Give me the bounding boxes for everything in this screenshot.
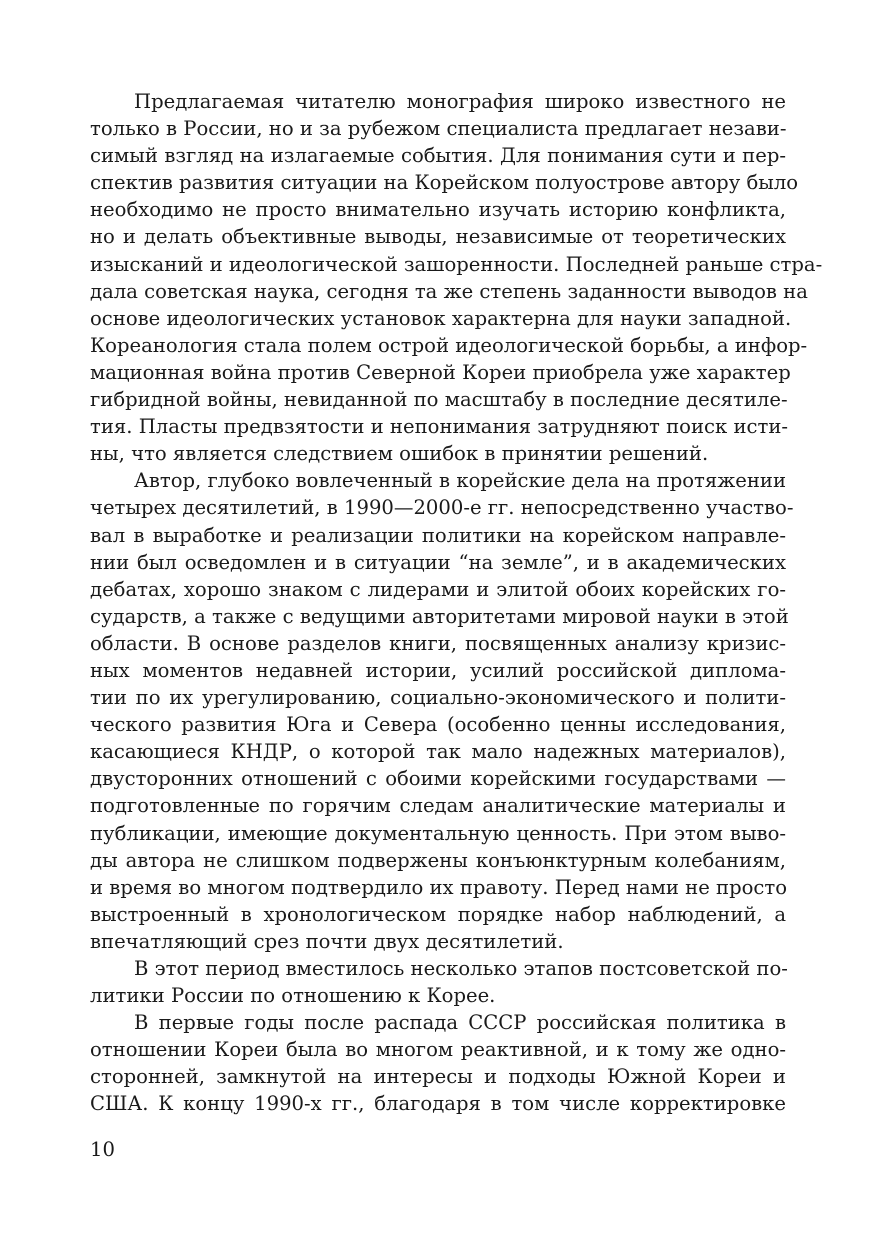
- body-text: [90, 88, 823, 1118]
- text-line: ны, что является следствием ошибок в принятии решений.: [90, 442, 709, 466]
- text-line: нии был осведомлен и в ситуации “на земле”, и в академических: [90, 550, 786, 574]
- text-line: США. К концу 1990-х гг., благодаря в том числе корректировке: [90, 1092, 786, 1116]
- text-line: дала советская наука, сегодня та же степень заданности выводов на: [90, 279, 808, 303]
- text-line: двусторонних отношений с обоими корейскими государствами —: [90, 767, 786, 791]
- text-line: касающиеся КНДР, о которой так мало надежных материалов),: [90, 740, 786, 764]
- paragraph: [90, 955, 786, 1009]
- text-line: и время во многом подтвердило их правоту. Перед нами не просто: [90, 875, 788, 899]
- paragraph: [90, 467, 794, 955]
- text-line: выстроенный в хронологическом порядке набор наблюдений, а: [90, 902, 786, 926]
- text-line: тии по их урегулированию, социально-экономического и полити-: [90, 686, 786, 710]
- text-line: Предлагаемая читателю монография широко известного не: [134, 90, 786, 113]
- text-line: необходимо не просто внимательно изучать историю конфликта,: [90, 198, 786, 222]
- text-line: публикации, имеющие документальную ценность. При этом выво-: [90, 821, 786, 845]
- text-line: впечатляющий срез почти двух десятилетий.: [90, 929, 564, 953]
- text-line: сторонней, замкнутой на интересы и подходы Южной Кореи и: [90, 1065, 786, 1089]
- text-line: изысканий и идеологической зашоренности. Последней раньше стра-: [90, 252, 823, 276]
- page-number: 10: [90, 1138, 115, 1161]
- text-line: но и делать объективные выводы, независимые от теоретических: [90, 225, 786, 249]
- text-line: симый взгляд на излагаемые события. Для понимания сути и пер-: [90, 144, 786, 168]
- text-line: ных моментов недавней истории, усилий российской диплома-: [90, 658, 786, 682]
- text-line: области. В основе разделов книги, посвященных анализу кризис-: [90, 631, 786, 655]
- text-line: ды автора не слишком подвержены конъюнктурным колебаниям,: [90, 848, 786, 872]
- text-line: спектив развития ситуации на Корейском полуострове автору было: [90, 171, 799, 195]
- text-line: В этот период вместилось несколько этапов постсоветской по-: [134, 957, 788, 980]
- text-line: отношении Кореи была во многом реактивной, и к тому же одно-: [90, 1038, 786, 1062]
- text-line: основе идеологических установок характерна для науки западной.: [90, 306, 792, 330]
- text-line: вал в выработке и реализации политики на корейском направле-: [90, 523, 786, 547]
- text-line: ческого развития Юга и Севера (особенно ценны исследования,: [90, 713, 786, 737]
- text-line: подготовленные по горячим следам аналитические материалы и: [90, 794, 786, 818]
- text-line: Автор, глубоко вовлеченный в корейские дела на протяжении: [134, 469, 787, 493]
- paragraph: [90, 1009, 786, 1117]
- text-line: дебатах, хорошо знаком с лидерами и элитой обоих корейских го-: [90, 577, 786, 601]
- text-line: четырех десятилетий, в 1990—2000-е гг. непосредственно участво-: [90, 496, 794, 520]
- text-line: В первые годы после распада СССР российская политика в: [134, 1011, 786, 1035]
- text-line: Кореанология стала полем острой идеологической борьбы, а инфор-: [90, 333, 808, 357]
- text-line: литики России по отношению к Корее.: [90, 984, 496, 1008]
- text-line: сударств, а также с ведущими авторитетами мировой науки в этой: [90, 604, 789, 628]
- text-line: мационная война против Северной Кореи приобрела уже характер: [90, 360, 791, 384]
- text-line: только в России, но и за рубежом специалиста предлагает незави-: [90, 117, 787, 141]
- paragraph: [90, 88, 823, 467]
- text-line: тия. Пласты предвзятости и непонимания затрудняют поиск исти-: [90, 415, 788, 439]
- text-line: гибридной войны, невиданной по масштабу в последние десятиле-: [90, 388, 788, 412]
